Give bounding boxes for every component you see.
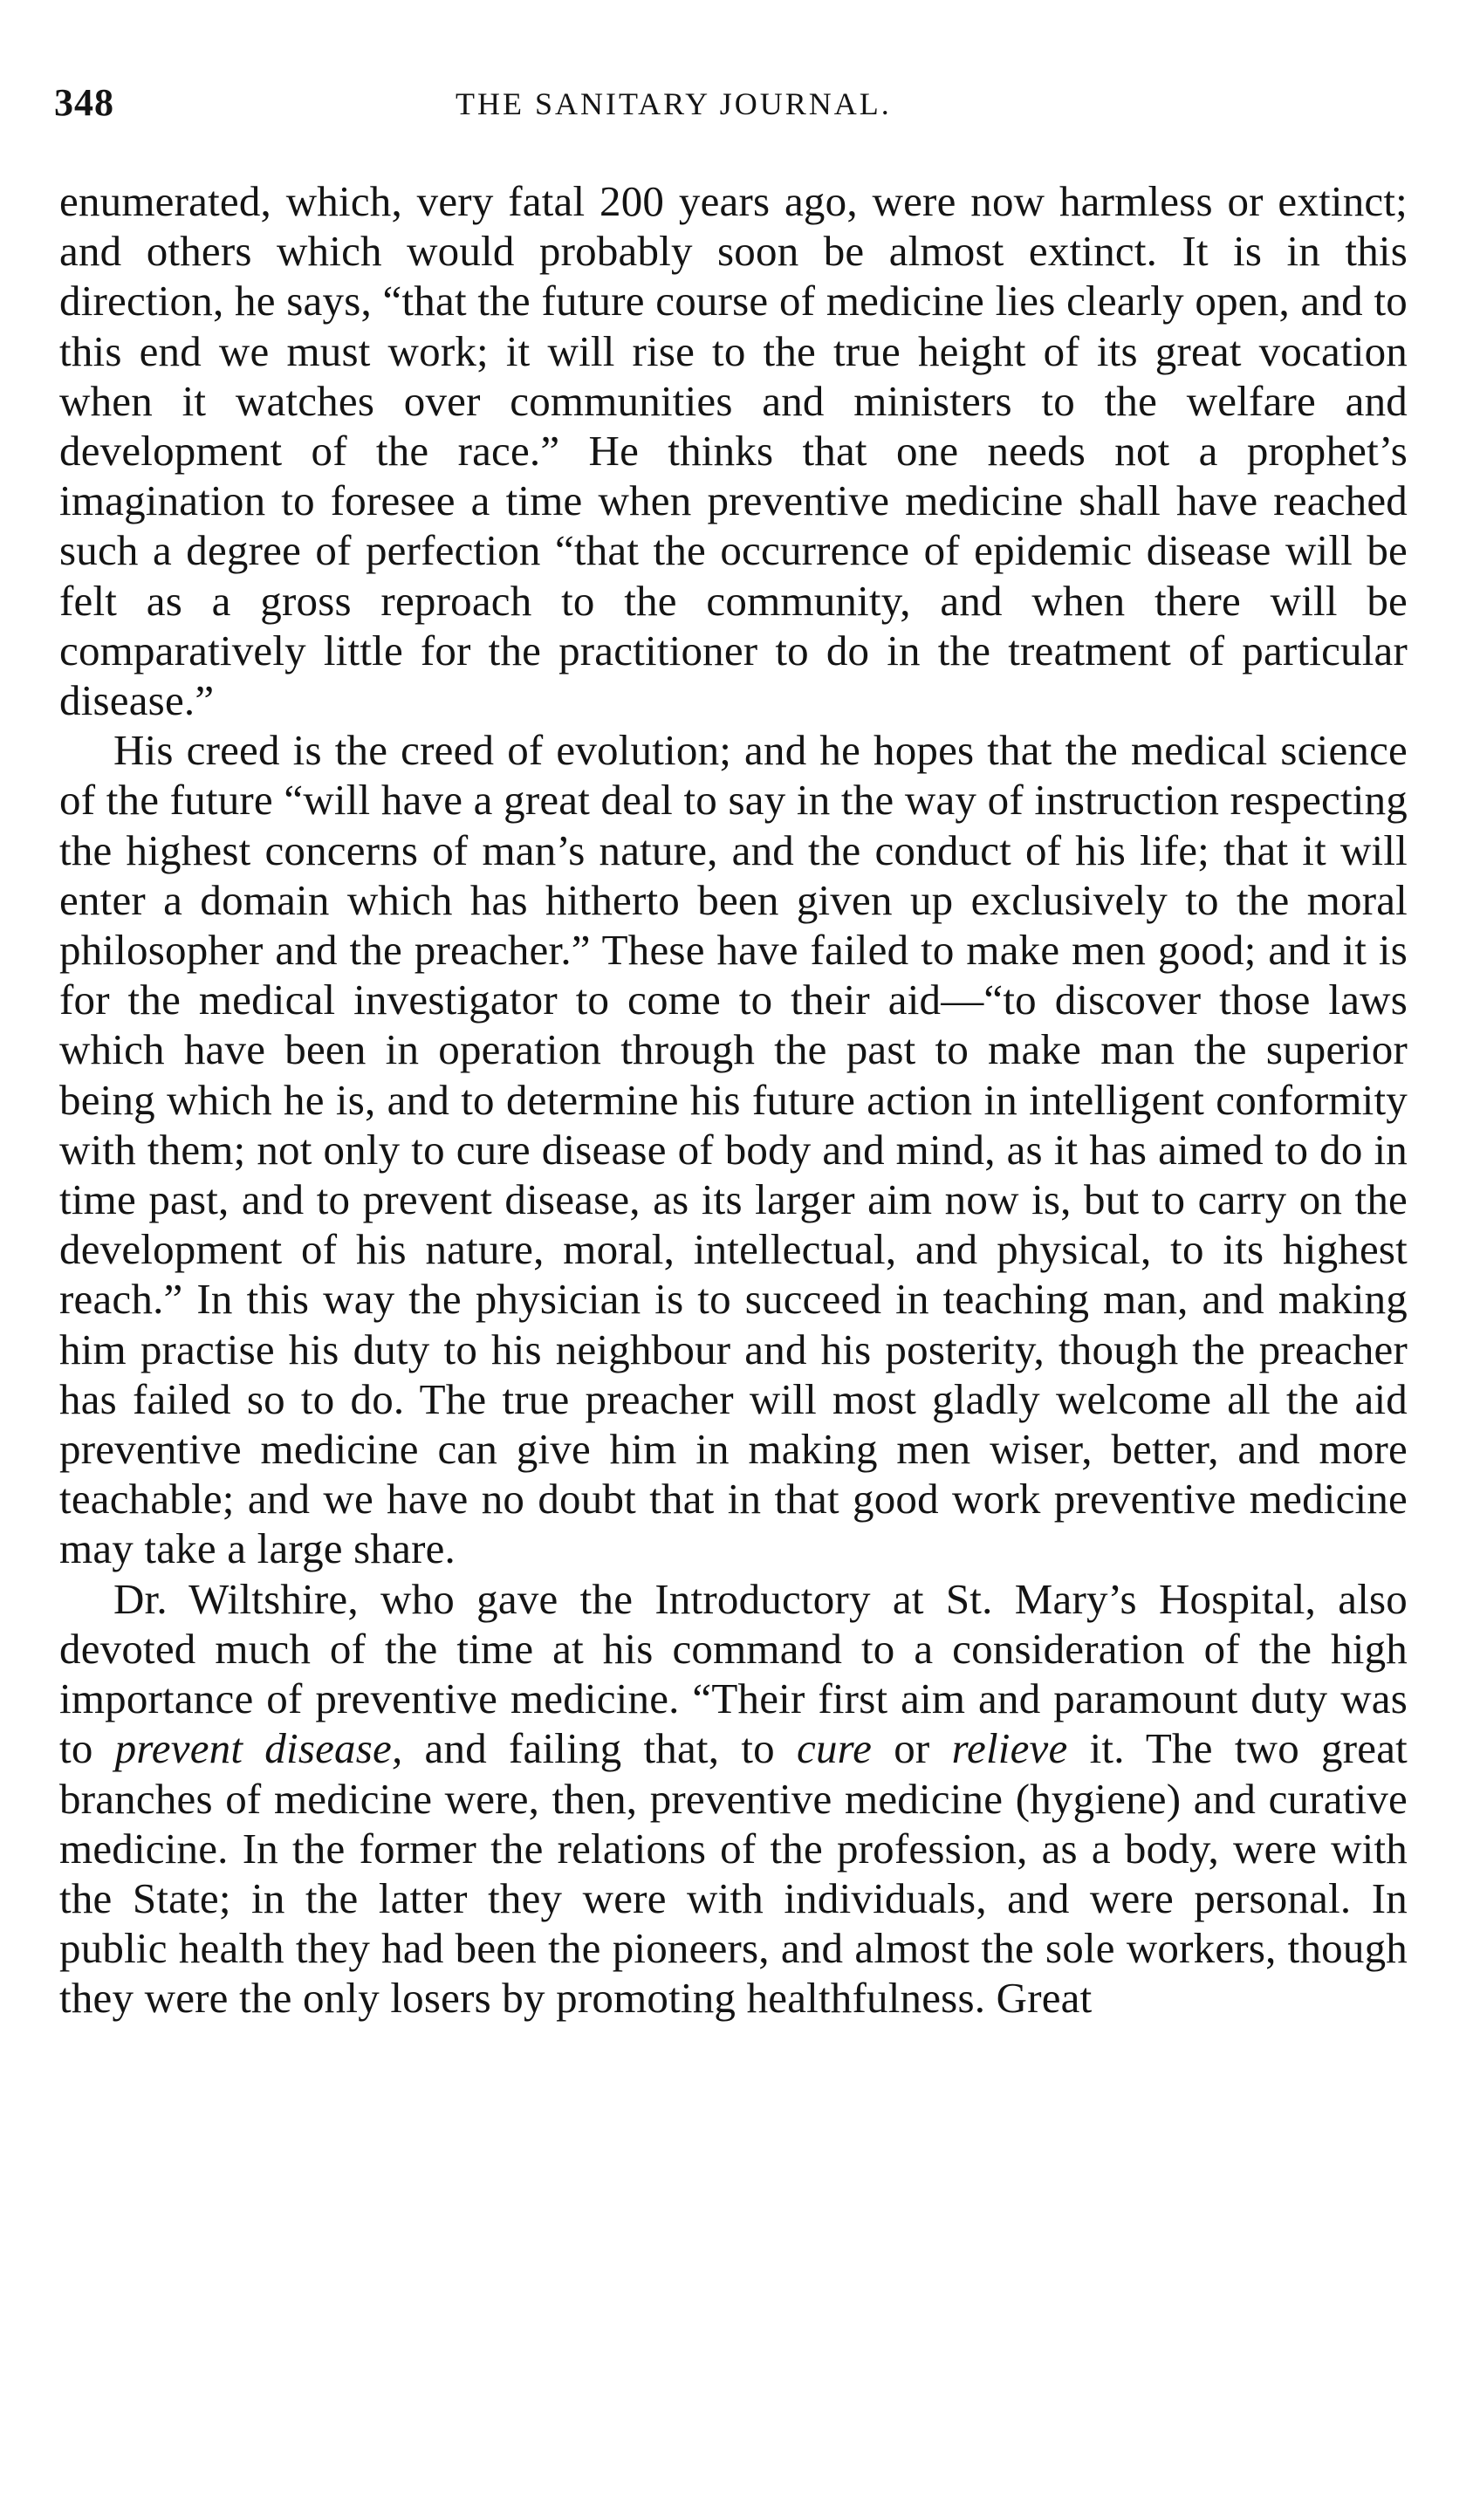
paragraph-3 xyxy=(59,1574,1408,2024)
page-number: 348 xyxy=(54,81,114,124)
emphasis-prevent-disease: prevent disease, xyxy=(114,1724,403,1773)
paragraph-3-text-mid-2: or xyxy=(872,1724,952,1773)
paragraph-3-text-mid-1: and failing that, to xyxy=(402,1724,797,1773)
emphasis-relieve: relieve xyxy=(951,1724,1068,1773)
journal-title: THE SANITARY JOURNAL. xyxy=(456,86,892,121)
emphasis-cure: cure xyxy=(797,1724,873,1773)
paragraph-3-text-before: Dr. Wiltshire, who gave the Introductory at St. Mary’s Hospital, also devoted much of the time at his command to a consideration of the high importance of preventive medicine. “Their first aim and paramount duty was to xyxy=(59,1574,1408,1773)
paragraph-2: His creed is the creed of evolution; and he hopes that the medical science of the future “will have a great deal to say in the way of instruction respecting the highest concerns of man’s nature, and the conduct of his life; that it will enter a domain which has hitherto been given up exclusively to the moral philosopher and the preacher.” These have failed to make men good; and it is for the medical investigator to come to their aid—“to discover those laws which have been in operation through the past to make man the superior being which he is, and to determine his future action in intelligent conformity with them; not only to cure disease of body and mind, as it has aimed to do in time past, and to prevent disease, as its larger aim now is, but to carry on the development of his nature, moral, intellectual, and physical, to its highest reach.” In this way the physician is to succeed in teaching man, and making him practise his duty to his neighbour and his posterity, though the preacher has failed so to do. The true preacher will most gladly welcome all the aid preventive medicine can give him in making men wiser, better, and more teachable; and we have no doubt that in that good work preventive medicine may take a large share. xyxy=(59,726,1408,1573)
paragraph-1: enumerated, which, very fatal 200 years ago, were now harmless or extinct; and others which would probably soon be almost extinct. It is in this direction, he says, “that the future course of medicine lies clearly open, and to this end we must work; it will rise to the true height of its great vocation when it watches over communities and ministers to the welfare and development of the race.” He thinks that one needs not a prophet’s imagination to foresee a time when preventive medicine shall have reached such a degree of perfection “that the occurrence of epidemic disease will be felt as a gross reproach to the community, and when there will be comparatively little for the practitioner to do in the treatment of particular disease.” xyxy=(59,177,1408,725)
article-body xyxy=(59,176,1408,2024)
running-head xyxy=(54,80,1415,133)
paragraph-3-text-after: it. The two great branches of medicine were, then, preventive medicine (hygiene) and curative medicine. In the former the relations of the profession, as a body, were with the State; in the latter they were with individuals, and were personal. In public health they had been the pioneers, and almost the sole workers, though they were the only losers by promoting healthfulness. Great xyxy=(59,1724,1408,2023)
